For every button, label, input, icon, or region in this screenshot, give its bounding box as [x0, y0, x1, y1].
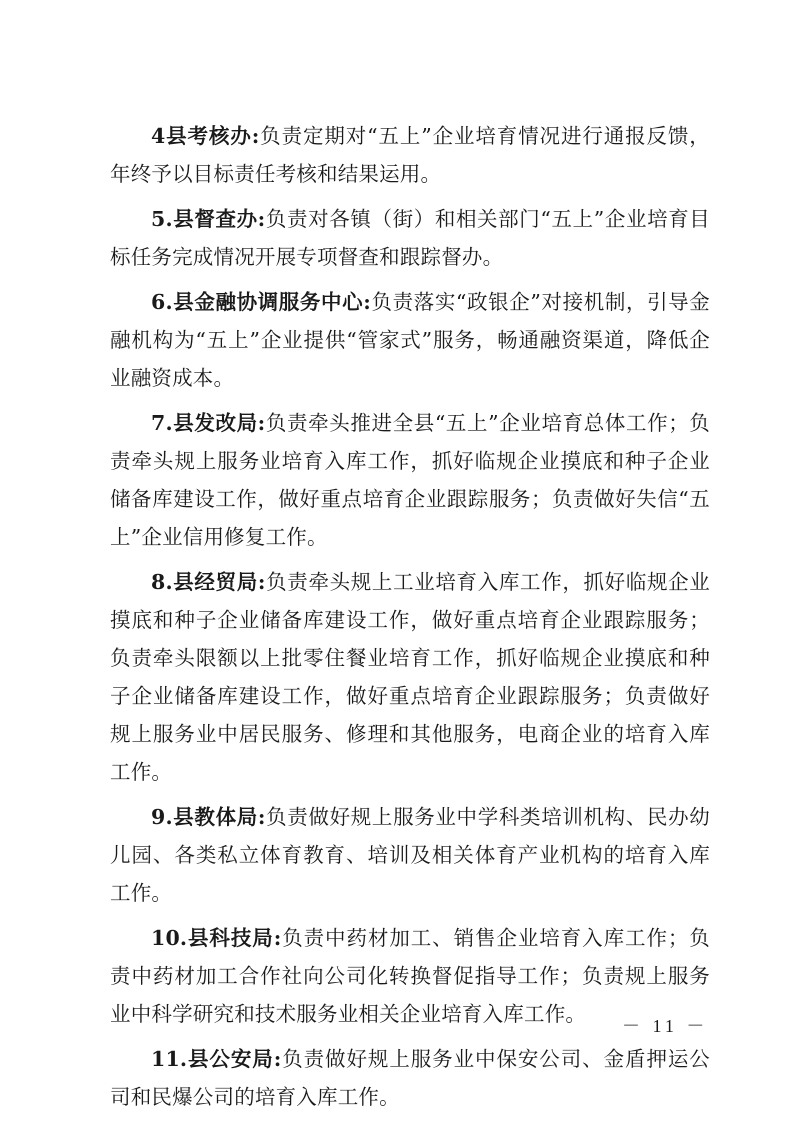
paragraph-heading: 7.县发改局: [151, 411, 266, 435]
paragraph-county-development-reform-bureau [110, 404, 710, 556]
paragraph-heading: 9.县教体局: [151, 805, 266, 829]
paragraph-county-education-sports-bureau [110, 798, 710, 912]
paragraph-text: 负责做好规上服务业中保安公司、金盾押运公司和民爆公司的培育入库工作。 [110, 1047, 710, 1109]
paragraph-county-public-security-bureau [110, 1040, 710, 1116]
paragraph-text: 负责定期对“五上”企业培育情况进行通报反馈，年终予以目标责任考核和结果运用。 [110, 124, 711, 186]
paragraph-county-science-technology-bureau [110, 919, 710, 1033]
paragraph-heading: 10.县科技局: [151, 926, 282, 950]
paragraph-heading: 11.县公安局: [151, 1047, 282, 1071]
paragraph-heading: 5.县督查办: [151, 207, 266, 231]
paragraph-heading: 4县考核办: [151, 124, 260, 148]
paragraph-county-supervision-office [110, 200, 710, 276]
paragraph-county-economy-trade-bureau [110, 563, 710, 791]
paragraph-text: 负责落实“政银企”对接机制，引导金融机构为“五上”企业提供“管家式”服务，畅通融资渠道，降低企业融资成本。 [110, 290, 710, 390]
paragraph-text: 负责做好规上服务业中学科类培训机构、民办幼儿园、各类私立体育教育、培训及相关体育产业机构的培育入库工作。 [110, 805, 710, 905]
paragraph-text: 负责中药材加工、销售企业培育入库工作；负责中药材加工合作社向公司化转换督促指导工作；负责规上服务业中科学研究和技术服务业相关企业培育入库工作。 [110, 926, 710, 1026]
document-body [110, 117, 710, 1116]
paragraph-text: 负责牵头推进全县“五上”企业培育总体工作；负责牵头规上服务业培育入库工作，抓好临规企业摸底和种子企业储备库建设工作，做好重点培育企业跟踪服务；负责做好失信“五上”企业信用修复工作。 [110, 411, 711, 549]
paragraph-county-assessment-office [110, 117, 710, 193]
page-number: － 11 － [622, 1016, 709, 1036]
paragraph-text: 负责对各镇（街）和相关部门“五上”企业培育目标任务完成情况开展专项督查和跟踪督办。 [110, 207, 711, 269]
paragraph-text: 负责牵头规上工业培育入库工作，抓好临规企业摸底和种子企业储备库建设工作，做好重点培育企业跟踪服务；负责牵头限额以上批零住餐业培育工作，抓好临规企业摸底和种子企业储备库建设工作，做好重点培育企业跟踪服务；负责做好规上服务业中居民服务、修理和其他服务，电商企业的培育入库工作。 [110, 570, 710, 784]
paragraph-county-finance-center [110, 283, 710, 397]
paragraph-heading: 6.县金融协调服务中心: [151, 290, 372, 314]
paragraph-heading: 8.县经贸局: [151, 570, 266, 594]
